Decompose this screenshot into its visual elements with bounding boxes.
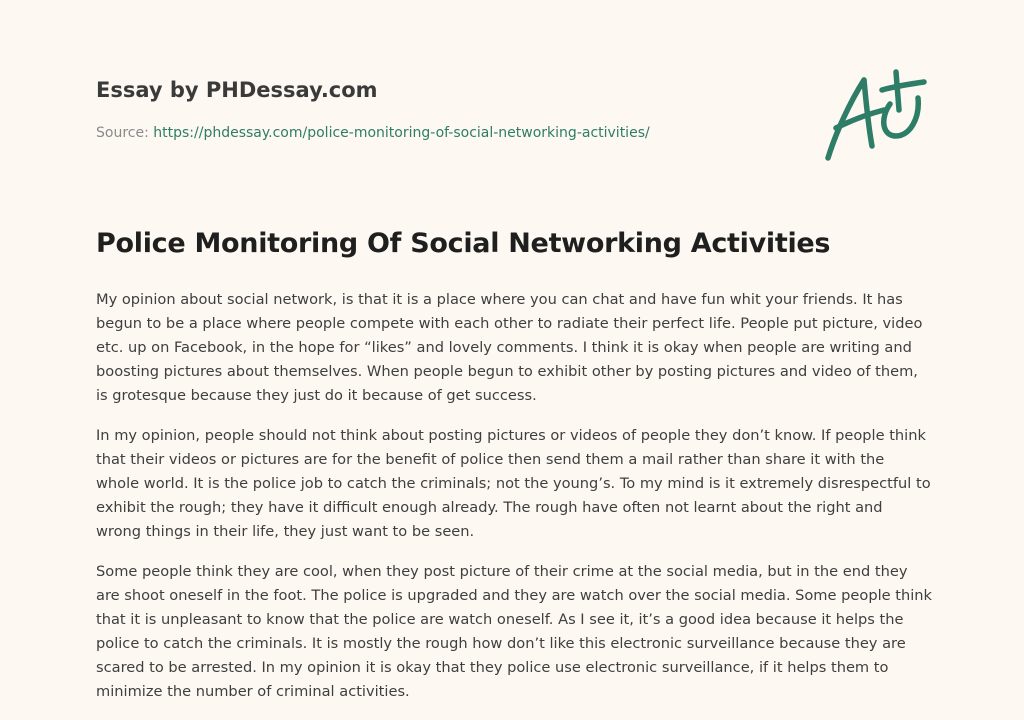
source-link[interactable]: https://phdessay.com/police-monitoring-of-social-networking-activities/ <box>153 125 650 141</box>
article-paragraph-2: In my opinion, people should not think about posting pictures or videos of people they don’t know. If people think that their videos or pictures are for the benefit of police then send them a mail rather than share it with the whole world. It is the police job to catch the criminals; not the young’s. To my mind is it extremely disrespectful to exhibit the rough; they have it difficult enough already. The rough have often not learnt about the right and wrong things in their life, they just want to be seen. <box>96 427 931 540</box>
brand-title: Essay by PHDessay.com <box>96 78 378 102</box>
page-header <box>96 76 796 142</box>
source-line <box>96 124 796 142</box>
a-plus-logo-icon <box>820 66 930 166</box>
article <box>96 224 932 720</box>
article-paragraph-3: Some people think they are cool, when they post picture of their crime at the social media, but in the end they are shoot oneself in the foot. The police is upgraded and they are watch over the social media. Some people think that it is unpleasant to know that the police are watch oneself. As I see it, it’s a good idea because it helps the police to catch the criminals. It is mostly the rough how don’t like this electronic surveillance because they are scared to be arrested. In my opinion it is okay that they police use electronic surveillance, if it helps them to minimize the number of criminal activities. <box>96 563 932 700</box>
article-paragraph-1: My opinion about social network, is that it is a place where you can chat and have fun whit your friends. It has begun to be a place where people compete with each other to radiate their perfect life. People put picture, video etc. up on Facebook, in the hope for “likes” and lovely comments. I think it is okay when people are writing and boosting pictures about themselves. When people begun to exhibit other by posting pictures and video of them, is grotesque because they just do it because of get success. <box>96 291 923 404</box>
source-label: Source: <box>96 125 149 141</box>
article-title: Police Monitoring Of Social Networking Activities <box>96 228 831 259</box>
